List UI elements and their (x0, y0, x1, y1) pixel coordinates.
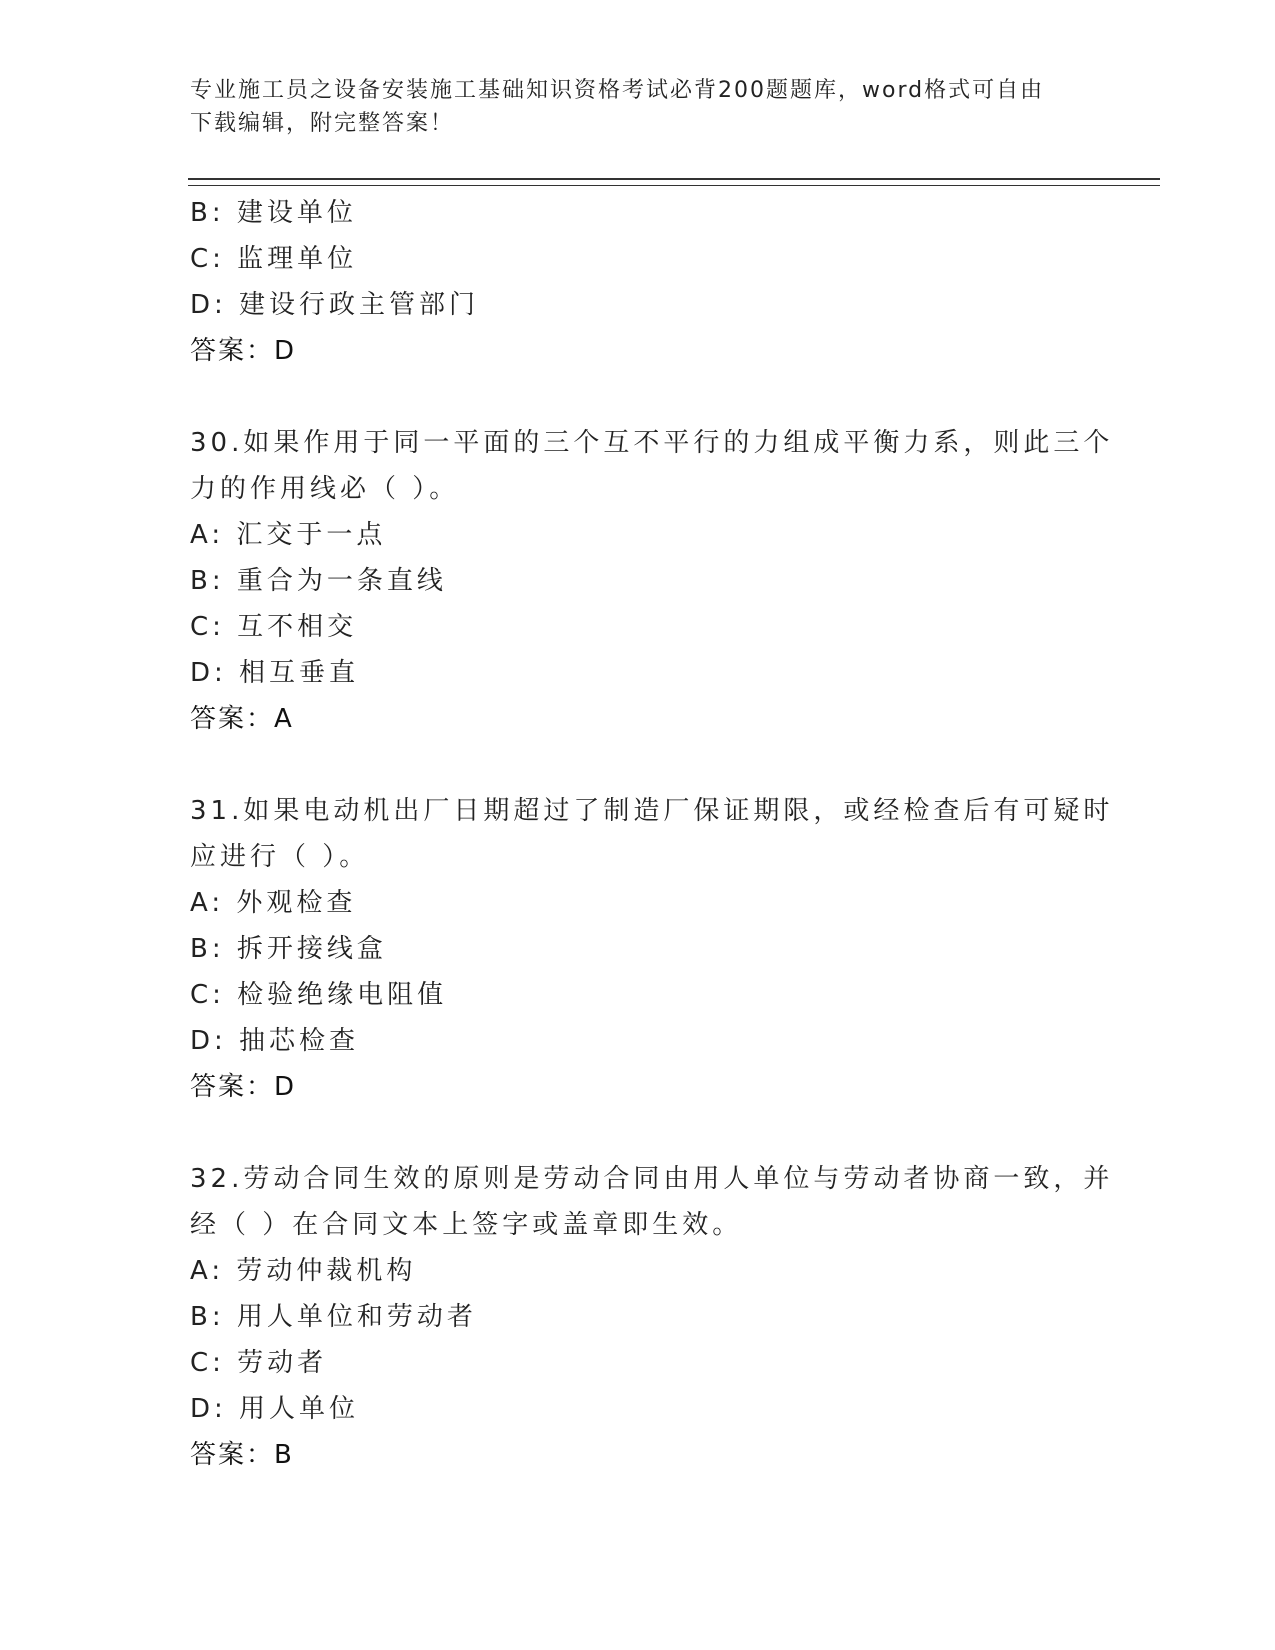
header-line-2: 下载编辑，附完整答案！ (190, 111, 455, 136)
option-item: B: 重合为一条直线 (190, 566, 447, 596)
spacer (190, 1110, 1090, 1156)
option-item: B: 用人单位和劳动者 (190, 1302, 477, 1332)
question-stem: 32.劳动合同生效的原则是劳动合同由用人单位与劳动者协商一致，并 (190, 1164, 1114, 1194)
option-item: D: 用人单位 (190, 1394, 360, 1424)
question-stem: 30.如果作用于同一平面的三个互不平行的力组成平衡力系，则此三个 (190, 428, 1114, 458)
answer-line: 答案：B (190, 1440, 294, 1470)
option-item: D: 抽芯检查 (190, 1026, 360, 1056)
document-header (190, 74, 1090, 140)
answer-line: 答案：D (190, 1072, 297, 1102)
question-block (190, 420, 1114, 742)
spacer (190, 742, 1090, 788)
spacer (190, 374, 1090, 420)
question-block (190, 1156, 1114, 1478)
option-item: C: 监理单位 (190, 244, 358, 274)
option-item: D: 相互垂直 (190, 658, 360, 688)
option-item: A: 劳动仲裁机构 (190, 1256, 417, 1286)
answer-line: 答案：A (190, 704, 294, 734)
header-divider (188, 178, 1160, 186)
question-block (190, 788, 1114, 1110)
question-stem: 应进行（ ）。 (190, 842, 370, 872)
answer-line: 答案：D (190, 336, 297, 366)
carryover-block (190, 190, 1090, 374)
question-stem: 力的作用线必（ ）。 (190, 474, 460, 504)
question-list (190, 190, 1114, 1478)
option-item: A: 外观检查 (190, 888, 357, 918)
question-stem: 31.如果电动机出厂日期超过了制造厂保证期限，或经检查后有可疑时 (190, 796, 1114, 826)
option-item: B: 拆开接线盒 (190, 934, 387, 964)
option-item: A: 汇交于一点 (190, 520, 387, 550)
option-item: C: 劳动者 (190, 1348, 328, 1378)
question-stem: 经（ ）在合同文本上签字或盖章即生效。 (190, 1210, 743, 1240)
option-item: C: 互不相交 (190, 612, 358, 642)
option-item: C: 检验绝缘电阻值 (190, 980, 448, 1010)
option-item: D: 建设行政主管部门 (190, 290, 480, 320)
header-line-1: 专业施工员之设备安装施工基础知识资格考试必背200题题库，word格式可自由 (190, 78, 1045, 103)
option-item: B: 建设单位 (190, 198, 357, 228)
